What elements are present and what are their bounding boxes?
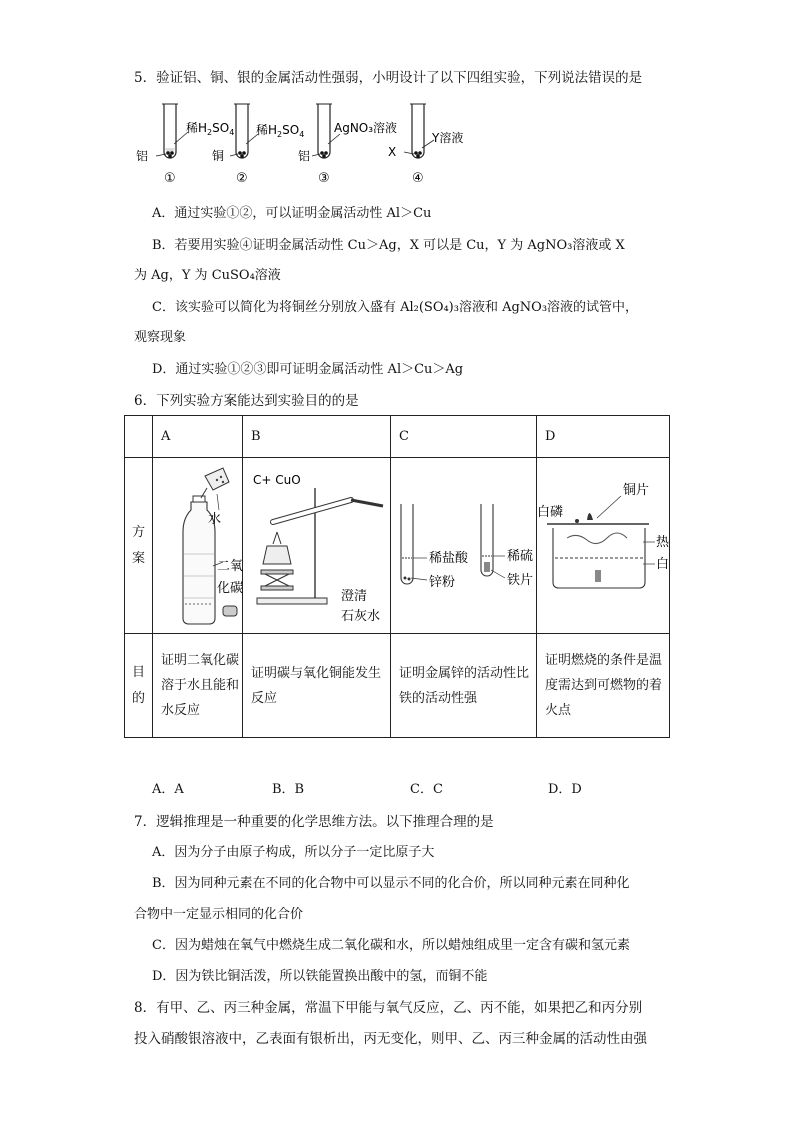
- tube-4-number: ④: [412, 171, 424, 186]
- tube-1-metal: 铝: [136, 149, 149, 163]
- d-copper-label: 铜片: [623, 483, 650, 498]
- purpose-b: 证明碳与氧化铜能发生反应: [243, 634, 391, 738]
- tube-3-metal: 铝: [298, 149, 311, 163]
- combustion-beaker-figure: [537, 458, 670, 633]
- tube-1: [136, 104, 234, 186]
- q8-line2: 投入硝酸银溶液中，乙表面有银析出，丙无变化，则甲、乙、丙三种金属的活动性由强: [134, 1031, 647, 1047]
- q5-option-b-line2: 为 Ag，Y 为 CuSO₄溶液: [134, 268, 281, 283]
- q7-option-b-line1: B．因为同种元素在不同的化合物中可以显示不同的化合价，所以同种元素在同种化: [152, 876, 630, 891]
- d-hot-label: 热: [656, 535, 670, 550]
- b-lime-label-2: 石灰水: [341, 609, 381, 624]
- q7-option-a: A．因为分子由原子构成，所以分子一定比原子大: [152, 845, 435, 860]
- tube-4: [388, 104, 463, 186]
- a-co2-label-2: 化碳: [217, 581, 243, 596]
- zinc-iron-tubes-figure: [391, 458, 537, 633]
- scheme-label: 方 案: [125, 458, 153, 634]
- q5-option-c-line1: C．该实验可以简化为将铜丝分别放入盛有 Al₂(SO₄)₃溶液和 AgNO₃溶液的试管中，: [152, 300, 639, 315]
- b-top-label: C+ CuO: [253, 473, 301, 487]
- c-zinc-label: 锌粉: [429, 575, 456, 590]
- bottle-figure: [153, 458, 243, 633]
- table-header-row: [125, 416, 670, 458]
- tube-4-metal: X: [388, 145, 397, 159]
- q7-option-b-line2: 合物中一定显示相同的化合价: [134, 907, 304, 922]
- header-a: A: [153, 416, 243, 458]
- c-acid-label-1: 稀盐酸: [429, 551, 469, 566]
- tube-3: [298, 104, 397, 186]
- tube-2-metal: 铜: [212, 149, 225, 163]
- header-empty: [125, 416, 153, 458]
- carbon-cuo-apparatus-figure: [243, 458, 391, 633]
- tube-2-number: ②: [236, 171, 248, 186]
- tube-2: [212, 104, 304, 186]
- b-lime-label-1: 澄清: [341, 589, 368, 604]
- purpose-d: 证明燃烧的条件是温度需达到可燃物的着火点: [537, 634, 670, 738]
- q8-line1: 8．有甲、乙、丙三种金属，常温下甲能与氧气反应，乙、丙不能，如果把乙和丙分别: [134, 1000, 643, 1016]
- scheme-d-cell: [537, 458, 670, 634]
- a-co2-label-1: 二氧: [217, 559, 243, 574]
- header-b: B: [243, 416, 391, 458]
- q6-stem: 6．下列实验方案能达到实验目的的是: [134, 393, 359, 409]
- q5-option-a: A．通过实验①②，可以证明金属活动性 Al＞Cu: [152, 206, 432, 221]
- c-acid-label-2: 稀硫: [507, 549, 534, 564]
- header-c: C: [391, 416, 537, 458]
- q6-answer-b: B．B: [272, 782, 305, 797]
- tube-3-number: ③: [318, 171, 330, 186]
- purpose-a: 证明二氧化碳溶于水且能和水反应: [153, 634, 243, 738]
- q6-answer-d: D．D: [548, 782, 582, 797]
- q6-answer-a: A．A: [152, 782, 184, 797]
- d-white-label: 白: [656, 557, 670, 572]
- q7-option-d: D．因为铁比铜活泼，所以铁能置换出酸中的氢，而铜不能: [152, 969, 488, 984]
- q5-option-d: D．通过实验①②③即可证明金属活动性 Al＞Cu＞Ag: [152, 362, 464, 377]
- c-iron-label: 铁片: [507, 573, 534, 588]
- purpose-c: 证明金属锌的活动性比铁的活动性强: [391, 634, 537, 738]
- q5-option-b-line1: B．若要用实验④证明金属活动性 Cu＞Ag，X 可以是 Cu，Y 为 AgNO₃溶液或 X: [152, 238, 625, 253]
- tube-1-number: ①: [164, 171, 176, 186]
- tube-3-solution: AgNO₃溶液: [334, 121, 398, 135]
- purpose-label: 目 的: [125, 634, 153, 738]
- q7-option-c: C．因为蜡烛在氧气中燃烧生成二氧化碳和水，所以蜡烛组成里一定含有碳和氢元素: [152, 938, 630, 953]
- q6-experiment-table: [124, 415, 670, 738]
- q7-stem: 7．逻辑推理是一种重要的化学思维方法。以下推理合理的是: [134, 814, 494, 830]
- tube-1-solution: 稀$H_2SO_4$: [186, 121, 235, 137]
- q5-stem: 5．验证铝、铜、银的金属活动性强弱，小明设计了以下四组实验，下列说法错误的是: [134, 70, 643, 86]
- tube-2-solution: 稀$H_2SO_4$: [256, 123, 305, 139]
- a-water-label: 水: [208, 512, 222, 527]
- q5-test-tubes-figure: [130, 98, 490, 190]
- scheme-c-cell: [391, 458, 537, 634]
- scheme-row: [125, 458, 670, 634]
- q5-option-c-line2: 观察现象: [134, 330, 187, 345]
- d-white-phosphorus-label: 白磷: [537, 505, 564, 520]
- header-d: D: [537, 416, 670, 458]
- q6-answer-c: C．C: [410, 782, 443, 797]
- scheme-a-cell: [153, 458, 243, 634]
- tube-4-solution: Y溶液: [432, 131, 464, 145]
- purpose-row: [125, 634, 670, 738]
- scheme-b-cell: [243, 458, 391, 634]
